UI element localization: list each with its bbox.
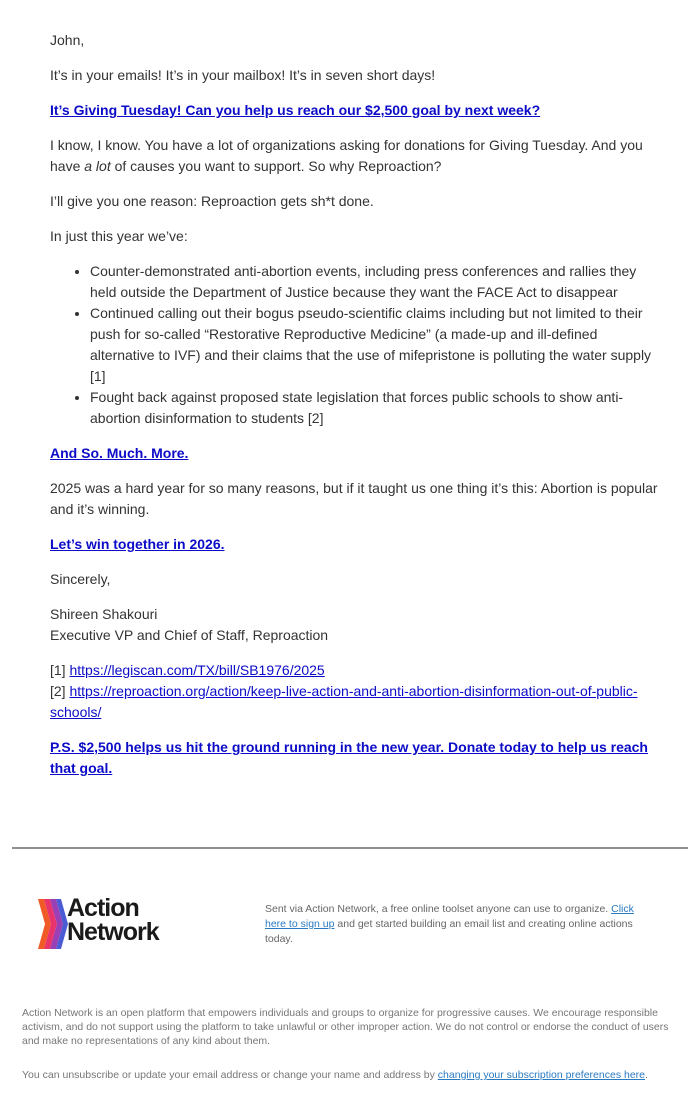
list-item: • Counter-demonstrated anti-abortion events, including press conferences and rallies they held outside the Department of Justice because they want the FACE Act to disappear [90,261,660,303]
reference-1-link[interactable]: https://legiscan.com/TX/bill/SB1976/2025 [69,662,325,678]
win-together-link[interactable]: Let’s win together in 2026. [50,536,225,552]
logo-line-2: Network [67,918,159,946]
action-network-logo[interactable] [38,896,198,952]
signer-title: Executive VP and Chief of Staff, Reproaction [50,627,329,643]
logo-line-1: Action [67,894,139,922]
cta-top [50,100,660,121]
cta-win [50,534,660,555]
signup-link[interactable]: Click here to sign up [265,903,634,930]
disclaimer-text: Action Network is an open platform that empowers individuals and groups to organize for progressive causes. We encourage responsible activism, and do not support using the platform to take unlawful or other improper action. We do not control or endorse the conduct of users and make no representations of any kind about them. [22,1007,669,1047]
sent-via-part1: Sent via Action Network, a free online toolset anyone can use to organize. [265,903,609,915]
ps-cta [50,737,660,779]
reason-text: I’ll give you one reason: Reproaction gets sh*t done. [50,193,374,209]
list-item: • Fought back against proposed state legislation that forces public schools to show anti-abortion disinformation to students [2] [90,387,660,429]
ps-donate-link[interactable]: P.S. $2,500 helps us hit the ground running in the new year. Donate today to help us reach that goal. [50,739,648,776]
unsubscribe-text [22,1068,687,1082]
sign-off: Sincerely, [50,571,111,587]
references [50,660,660,723]
paragraph-know-part1: I know, I know. You have a lot of organizations asking for donations for Giving Tuesday. And you have [50,137,643,174]
paragraph-know-part2: of causes you want to support. So why Reproaction? [114,158,442,174]
email-body [50,30,660,793]
giving-tuesday-link[interactable]: It’s Giving Tuesday! Can you help us reach our $2,500 goal by next week? [50,102,541,118]
paragraph-know [50,135,660,177]
list-item: • Continued calling out their bogus pseudo-scientific claims including but not limited to their push for so-called “Restorative Reproductive Medicine” (a made-up and ill-defined alternative to IVF) and their claims that the use of mifepristone is polluting the water supply [1] [90,303,660,387]
this-year-text: In just this year we’ve: [50,228,188,244]
sent-via-part2: and get started building an email list and creating online actions today. [265,918,633,945]
paragraph-know-emphasis: a lot [84,158,111,174]
logo-wordmark [67,896,159,944]
and-so-much-more-link[interactable]: And So. Much. More. [50,445,189,461]
reference-2-label: [2] [50,683,66,699]
unsubscribe-part1: You can unsubscribe or update your email address or change your name and address by [22,1069,435,1081]
reference-1 [50,660,660,681]
reference-1-label: [1] [50,662,66,678]
greeting: John, [50,32,85,48]
reference-2 [50,681,660,723]
chevrons-icon [38,899,68,949]
subscription-preferences-link[interactable]: changing your subscription preferences here [437,1069,646,1081]
hard-year-text: 2025 was a hard year for so many reasons, but if it taught us one thing it’s this: Abortion is popular and it’s winning. [50,480,658,517]
sent-via-text [265,902,635,947]
intro-text: It’s in your emails! It’s in your mailbox! It’s in seven short days! [50,67,436,83]
reference-2-link[interactable]: https://reproaction.org/action/keep-live-action-and-anti-abortion-disinformation-out-of-public-schools/ [50,683,638,720]
signer-name: Shireen Shakouri [50,606,158,622]
accomplishments-list [50,261,660,429]
footer-divider [12,847,688,849]
unsubscribe-end: . [645,1069,648,1081]
signature [50,604,660,646]
cta-more [50,443,660,464]
